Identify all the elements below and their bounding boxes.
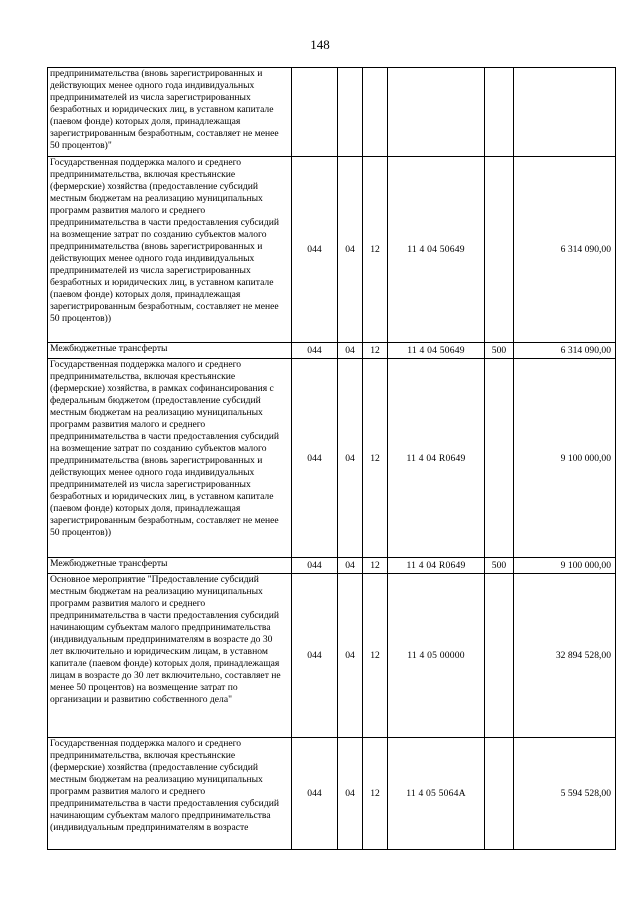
row-description: Государственная поддержка малого и среднего предпринимательства, включая крестьянские (фермерские) хозяйства (предоставление субсидий местным бюджетам на реализацию муниципальных программ развития малого и среднего предпринимательства в части предоставления субсидий начинающим субъектам малого предпринимательства (индивидуальным предпринимателям в возрасте [48,738,292,850]
ministry-code: 044 [292,738,338,850]
expense-type-code [485,359,514,558]
table-row [48,343,616,359]
table-row [48,558,616,574]
ministry-code: 044 [292,359,338,558]
table-row [48,157,616,343]
amount: 6 314 090,00 [514,157,616,343]
target-code: 11 4 04 R0649 [388,359,485,558]
expense-type-code: 500 [485,343,514,359]
row-description: Государственная поддержка малого и среднего предпринимательства, включая крестьянские (фермерские) хозяйства, в рамках софинансирования с федеральным бюджетом (предоставление субсидий местным бюджетам на реализацию муниципальных программ развития малого и среднего предпринимательства в части предоставления субсидий на возмещение затрат по созданию субъектов малого предпринимательства (вновь зарегистрированных и действующих менее одного года индивидуальных предпринимателей из числа зарегистрированных безработных и юридических лиц, в уставном капитале (паевом фонде) которых доля, принадлежащая зарегистрированным безработным, составляет не менее 50 процентов)) [48,359,292,558]
expense-type-code [485,68,514,157]
subsection-code [363,68,388,157]
table-row [48,359,616,558]
row-description: Основное мероприятие "Предоставление субсидий местным бюджетам на реализацию муниципальных программ развития малого и среднего предпринимательства в части предоставления субсидий начинающим субъектам малого предпринимательства (индивидуальным предпринимателям в возрасте до 30 лет включительно и юридическим лицам, в уставном капитале (паевом фонде) которых доля, принадлежащая лицам в возрасте до 30 лет включительно, составляет не менее 50 процентов) на возмещение затрат по организации и развитию собственного дела" [48,574,292,738]
section-code: 04 [338,558,363,574]
table-row [48,68,616,157]
ministry-code [292,68,338,157]
target-code: 11 4 05 5064А [388,738,485,850]
budget-table [47,67,616,850]
amount: 6 314 090,00 [514,343,616,359]
amount: 5 594 528,00 [514,738,616,850]
expense-type-code [485,157,514,343]
target-code: 11 4 04 50649 [388,157,485,343]
subsection-code: 12 [363,558,388,574]
section-code: 04 [338,343,363,359]
row-description: предпринимательства (вновь зарегистрированных и действующих менее одного года индивидуальных предпринимателей из числа зарегистрированных безработных и юридических лиц, в уставном капитале (паевом фонде) которых доля, принадлежащая зарегистрированным безработным, составляет не менее 50 процентов)" [48,68,292,157]
section-code: 04 [338,157,363,343]
amount: 32 894 528,00 [514,574,616,738]
row-description: Межбюджетные трансферты [48,558,292,574]
amount: 9 100 000,00 [514,359,616,558]
target-code: 11 4 04 50649 [388,343,485,359]
ministry-code: 044 [292,343,338,359]
ministry-code: 044 [292,558,338,574]
ministry-code: 044 [292,574,338,738]
table-row [48,738,616,850]
subsection-code: 12 [363,157,388,343]
amount [514,68,616,157]
table-row [48,574,616,738]
subsection-code: 12 [363,738,388,850]
subsection-code: 12 [363,574,388,738]
ministry-code: 044 [292,157,338,343]
expense-type-code [485,574,514,738]
target-code: 11 4 05 00000 [388,574,485,738]
subsection-code: 12 [363,343,388,359]
row-description: Государственная поддержка малого и среднего предпринимательства, включая крестьянские (фермерские) хозяйства (предоставление субсидий местным бюджетам на реализацию муниципальных программ развития малого и среднего предпринимательства в части предоставления субсидий на возмещение затрат по созданию субъектов малого предпринимательства (вновь зарегистрированных и действующих менее одного года индивидуальных предпринимателей из числа зарегистрированных безработных и юридических лиц, в уставном капитале (паевом фонде) которых доля, принадлежащая зарегистрированным безработным, составляет не менее 50 процентов)) [48,157,292,343]
row-description: Межбюджетные трансферты [48,343,292,359]
section-code [338,68,363,157]
expense-type-code: 500 [485,558,514,574]
section-code: 04 [338,359,363,558]
expense-type-code [485,738,514,850]
target-code: 11 4 04 R0649 [388,558,485,574]
section-code: 04 [338,738,363,850]
target-code [388,68,485,157]
amount: 9 100 000,00 [514,558,616,574]
section-code: 04 [338,574,363,738]
page-number: 148 [310,37,330,52]
subsection-code: 12 [363,359,388,558]
